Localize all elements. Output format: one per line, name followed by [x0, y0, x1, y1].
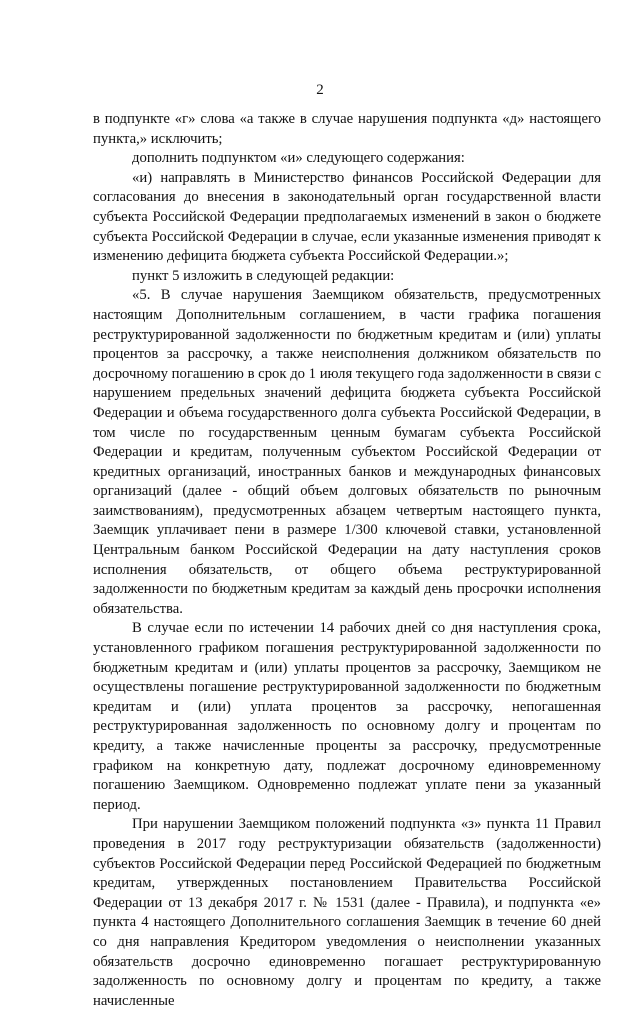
page-number: 2	[316, 82, 324, 98]
paragraph-add-subclause-i-intro: дополнить подпунктом «и» следующего содержания:	[132, 150, 465, 167]
paragraph-clause-5-penalty: «5. В случае нарушения Заемщиком обязательств, предусмотренных настоящим Дополнительным соглашением, в части графика погашения реструктурированной задолженности по бюджетным кредитам и (или) уплаты процентов за рассрочку, а также неисполнения должником обязательств по досрочному погашению в срок до 1 июля текущего года задолженности в связи с нарушением предельных значений дефицита бюджета субъекта Российской Федерации и объема государственного долга субъекта Российской Федерации, в том числе по государственным ценным бумагам субъекта Российской Федерации и кредитам, полученным субъектом Российской Федерации от кредитных организаций, иностранных банков и международных финансовых организаций (далее - общий объем долговых обязательств по рыночным заимствованиям), предусмотренных абзацем четвертым настоящего пункта, Заемщик уплачивает пени в размере 1/300 ключевой ставки, установленной Центральным банком Российской Федерации на дату наступления сроков исполнения обязательств, от общего объема реструктурированной задолженности по бюджетным кредитам за каждый день просрочки исполнения обязательства.	[93, 287, 601, 617]
paragraph-subclause-i-text: «и) направлять в Министерство финансов Российской Федерации для согласования до внесения в законодательный орган государственной власти субъекта Российской Федерации предполагаемых изменений в закон о бюджете субъекта Российской Федерации в случае, если указанные изменения приводят к изменению дефицита бюджета субъекта Российской Федерации.»;	[93, 169, 601, 265]
document-body	[93, 110, 601, 1011]
paragraph-early-repayment: В случае если по истечении 14 рабочих дней со дня наступления срока, установленного графиком погашения реструктурированной задолженности по бюджетным кредитам и (или) уплаты процентов за рассрочку, Заемщиком не осуществлены погашение реструктурированной задолженности по бюджетным кредитам и (или) уплата процентов за рассрочку, непогашенная реструктурированная задолженность по основному долгу и процентам по кредиту, а также начисленные проценты за рассрочку, предусмотренные графиком на конкретную дату, подлежат досрочному единовременному погашению Заемщиком. Одновременно подлежат уплате пени за указанный период.	[93, 620, 601, 813]
paragraph-amend-subclause-g: в подпункте «г» слова «а также в случае нарушения подпункта «д» настоящего пункта,» исключить;	[93, 111, 601, 147]
paragraph-rules-violation: При нарушении Заемщиком положений подпункта «з» пункта 11 Правил проведения в 2017 году реструктуризации обязательств (задолженности) субъектов Российской Федерации перед Российской Федерацией по бюджетным кредитам, утвержденных постановлением Правительства Российской Федерации от 13 декабря 2017 г. № 1531 (далее - Правила), и подпункта «е» пункта 4 настоящего Дополнительного соглашения Заемщик в течение 60 дней со дня направления Кредитором уведомления о неисполнении указанных обязательств досрочно единовременно погашает реструктурированную задолженность по основному долгу и процентам по кредиту, а также начисленные	[93, 816, 601, 1009]
paragraph-clause-5-intro: пункт 5 изложить в следующей редакции:	[132, 267, 395, 284]
